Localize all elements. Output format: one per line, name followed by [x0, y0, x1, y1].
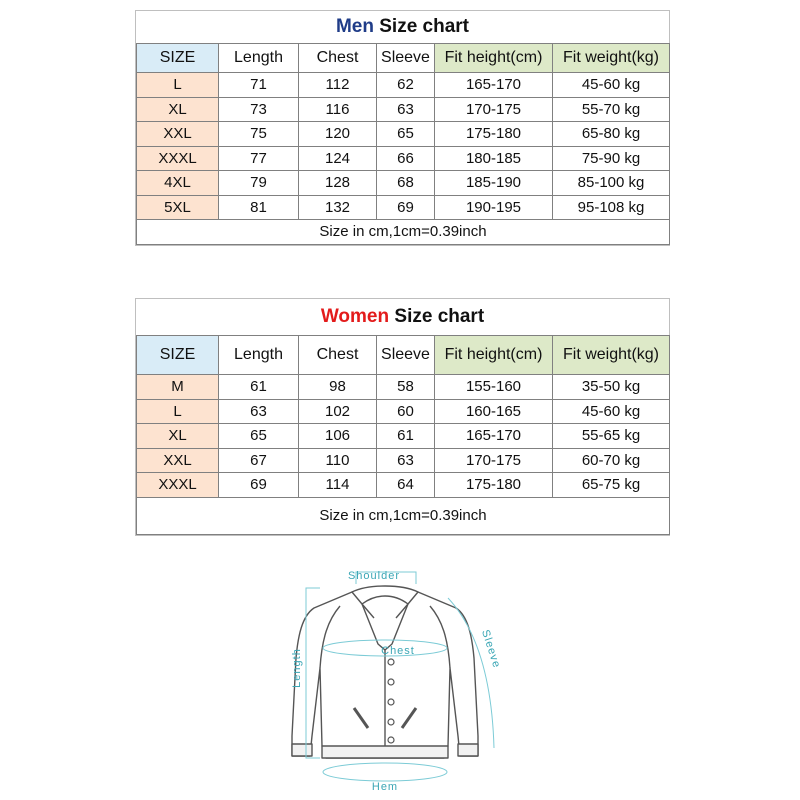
button-icon [388, 679, 394, 685]
length-cell: 63 [219, 399, 299, 424]
table-row [137, 97, 670, 122]
women-header-size: SIZE [137, 336, 219, 375]
length-cell: 71 [219, 73, 299, 98]
men-header-fit-weight: Fit weight(kg) [553, 44, 670, 73]
fit-weight-cell: 65-80 kg [553, 122, 670, 147]
chest-cell: 102 [299, 399, 377, 424]
length-cell: 77 [219, 146, 299, 171]
size-cell: 4XL [137, 171, 219, 196]
women-header-fit-weight: Fit weight(kg) [553, 336, 670, 375]
women-note-row [137, 497, 670, 534]
men-size-table [136, 43, 670, 245]
size-cell: XXL [137, 122, 219, 147]
length-label: Length [291, 648, 303, 688]
women-header-row [137, 336, 670, 375]
table-row [137, 473, 670, 498]
length-cell: 73 [219, 97, 299, 122]
fit-height-cell: 185-190 [435, 171, 553, 196]
jacket-icon [292, 586, 478, 758]
fit-height-cell: 170-175 [435, 97, 553, 122]
table-row [137, 375, 670, 400]
length-cell: 75 [219, 122, 299, 147]
fit-height-cell: 160-165 [435, 399, 553, 424]
men-size-chart [135, 10, 670, 246]
length-cell: 69 [219, 473, 299, 498]
length-cell: 81 [219, 195, 299, 220]
men-note-row [137, 220, 670, 245]
sleeve-cell: 66 [377, 146, 435, 171]
jacket-measurement-diagram [280, 558, 510, 796]
fit-weight-cell: 85-100 kg [553, 171, 670, 196]
chest-cell: 106 [299, 424, 377, 449]
table-row [137, 171, 670, 196]
chest-cell: 112 [299, 73, 377, 98]
size-cell: M [137, 375, 219, 400]
chest-cell: 128 [299, 171, 377, 196]
women-header-sleeve: Sleeve [377, 336, 435, 375]
sleeve-cell: 63 [377, 97, 435, 122]
women-title-accent: Women [320, 306, 390, 327]
women-chart-title [136, 299, 669, 335]
fit-weight-cell: 60-70 kg [553, 448, 670, 473]
fit-height-cell: 180-185 [435, 146, 553, 171]
fit-height-cell: 165-170 [435, 73, 553, 98]
women-header-chest: Chest [299, 336, 377, 375]
size-cell: L [137, 399, 219, 424]
sleeve-cell: 60 [377, 399, 435, 424]
fit-weight-cell: 75-90 kg [553, 146, 670, 171]
men-title-rest: Size chart [379, 16, 470, 37]
men-size-note: Size in cm,1cm=0.39inch [137, 220, 670, 245]
fit-weight-cell: 55-70 kg [553, 97, 670, 122]
shoulder-label: Shoulder [347, 570, 401, 582]
length-cell: 79 [219, 171, 299, 196]
chest-cell: 116 [299, 97, 377, 122]
sleeve-cell: 69 [377, 195, 435, 220]
men-header-row [137, 44, 670, 73]
women-header-fit-height: Fit height(cm) [435, 336, 553, 375]
table-row [137, 195, 670, 220]
sleeve-label: Sleeve [479, 628, 503, 670]
sleeve-cell: 62 [377, 73, 435, 98]
men-chart-title [136, 11, 669, 43]
size-cell: 5XL [137, 195, 219, 220]
women-title-rest: Size chart [394, 306, 485, 327]
fit-weight-cell: 35-50 kg [553, 375, 670, 400]
sleeve-cell: 65 [377, 122, 435, 147]
chest-cell: 110 [299, 448, 377, 473]
chest-cell: 132 [299, 195, 377, 220]
chest-cell: 114 [299, 473, 377, 498]
size-cell: XXXL [137, 146, 219, 171]
women-size-note: Size in cm,1cm=0.39inch [137, 497, 670, 534]
fit-height-cell: 155-160 [435, 375, 553, 400]
chest-cell: 124 [299, 146, 377, 171]
size-cell: XXXL [137, 473, 219, 498]
sleeve-cell: 61 [377, 424, 435, 449]
sleeve-cell: 63 [377, 448, 435, 473]
button-icon [388, 659, 394, 665]
sleeve-cell: 68 [377, 171, 435, 196]
size-cell: XL [137, 97, 219, 122]
size-cell: XXL [137, 448, 219, 473]
size-cell: XL [137, 424, 219, 449]
fit-weight-cell: 45-60 kg [553, 399, 670, 424]
fit-weight-cell: 45-60 kg [553, 73, 670, 98]
length-cell: 65 [219, 424, 299, 449]
hem-measure-line [323, 763, 447, 781]
sleeve-cell: 58 [377, 375, 435, 400]
length-cell: 61 [219, 375, 299, 400]
fit-weight-cell: 95-108 kg [553, 195, 670, 220]
men-header-length: Length [219, 44, 299, 73]
table-row [137, 73, 670, 98]
sleeve-cell: 64 [377, 473, 435, 498]
table-row [137, 122, 670, 147]
button-icon [388, 737, 394, 743]
men-title-accent: Men [335, 16, 374, 37]
chest-cell: 98 [299, 375, 377, 400]
women-size-chart [135, 298, 670, 536]
fit-height-cell: 170-175 [435, 448, 553, 473]
men-header-fit-height: Fit height(cm) [435, 44, 553, 73]
men-header-size: SIZE [137, 44, 219, 73]
fit-weight-cell: 55-65 kg [553, 424, 670, 449]
women-header-length: Length [219, 336, 299, 375]
chest-label: Chest [381, 645, 415, 657]
hem-label: Hem [371, 781, 399, 793]
table-row [137, 448, 670, 473]
button-icon [388, 719, 394, 725]
size-cell: L [137, 73, 219, 98]
fit-height-cell: 190-195 [435, 195, 553, 220]
men-header-chest: Chest [299, 44, 377, 73]
button-icon [388, 699, 394, 705]
women-size-table [136, 335, 670, 535]
length-cell: 67 [219, 448, 299, 473]
fit-height-cell: 165-170 [435, 424, 553, 449]
fit-height-cell: 175-180 [435, 122, 553, 147]
table-row [137, 424, 670, 449]
table-row [137, 399, 670, 424]
table-row [137, 146, 670, 171]
fit-height-cell: 175-180 [435, 473, 553, 498]
men-header-sleeve: Sleeve [377, 44, 435, 73]
fit-weight-cell: 65-75 kg [553, 473, 670, 498]
chest-cell: 120 [299, 122, 377, 147]
